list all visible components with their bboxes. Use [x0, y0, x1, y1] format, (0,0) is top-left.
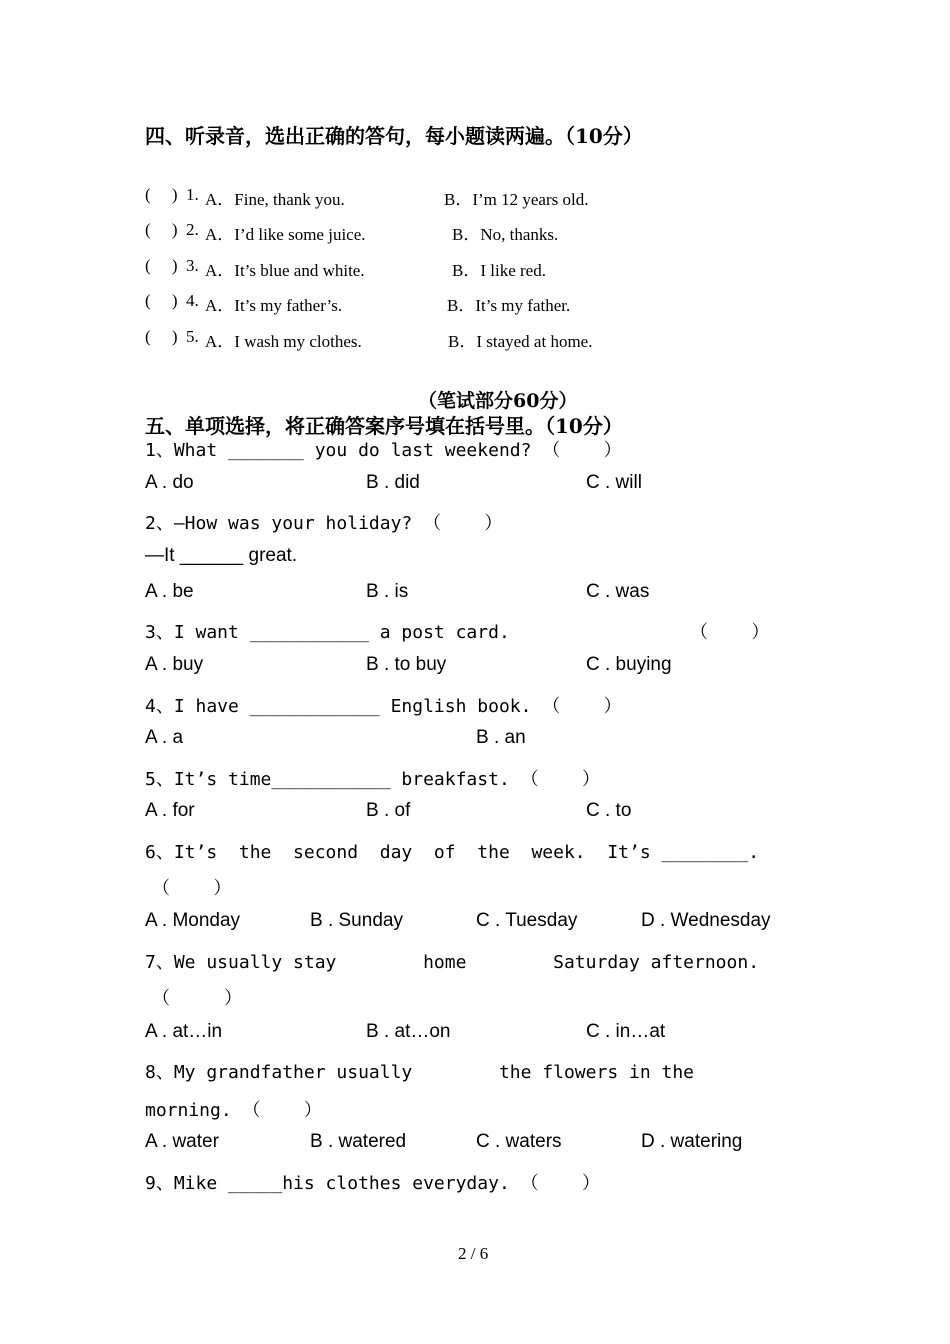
item-number: 2. [186, 220, 199, 239]
q7-option-b[interactable]: B . at…on [366, 1021, 451, 1042]
option-b: B．I’m 12 years old. [444, 190, 589, 209]
question-8-stem: 8、My grandfather usually the flowers in the [145, 1062, 695, 1083]
section4-title: 四、听录音，选出正确的答句，每小题读两遍。（10分） [145, 124, 643, 148]
answer-blank[interactable]: ( ) [145, 256, 178, 275]
page-number: 2 / 6 [458, 1244, 489, 1263]
q6-option-a[interactable]: A . Monday [145, 910, 241, 931]
q4-option-a[interactable]: A . a [145, 727, 184, 748]
q2-option-a[interactable]: A . be [145, 581, 194, 602]
option-b: B．No, thanks. [452, 225, 559, 244]
q3-option-c[interactable]: C . buying [586, 654, 672, 675]
item-number: 1. [186, 185, 199, 204]
answer-blank[interactable]: ( ) [145, 220, 178, 239]
q1-option-c[interactable]: C . will [586, 472, 642, 493]
q8-option-d[interactable]: D . watering [641, 1131, 743, 1152]
q8-option-a[interactable]: A . water [145, 1131, 219, 1152]
question-3-stem: 3、I want ___________ a post card. [145, 622, 510, 643]
q6-option-d[interactable]: D . Wednesday [641, 910, 771, 931]
question-9-stem: 9、Mike _____his clothes everyday. （ ） [145, 1173, 600, 1194]
option-b: B．I stayed at home. [448, 332, 593, 351]
item-number: 5. [186, 327, 199, 346]
q6-option-b[interactable]: B . Sunday [310, 910, 403, 931]
q5-option-b[interactable]: B . of [366, 800, 411, 821]
answer-blank[interactable]: （ ） [690, 622, 770, 643]
option-a: A．I wash my clothes. [205, 332, 362, 351]
answer-blank[interactable]: （ ） [152, 988, 243, 1009]
option-a: A．It’s blue and white. [205, 261, 365, 280]
question-2-reply: —It ______ great. [145, 545, 298, 566]
q6-option-c[interactable]: C . Tuesday [476, 910, 578, 931]
option-b: B．I like red. [452, 261, 546, 280]
q7-option-a[interactable]: A . at…in [145, 1021, 223, 1042]
q2-option-c[interactable]: C . was [586, 581, 650, 602]
q2-option-b[interactable]: B . is [366, 581, 409, 602]
question-1-stem: 1、What _______ you do last weekend? （ ） [145, 440, 622, 461]
option-b: B．It’s my father. [447, 296, 571, 315]
q8-option-c[interactable]: C . waters [476, 1131, 562, 1152]
question-7-stem: 7、We usually stay home Saturday afternoon. [145, 952, 760, 973]
q1-option-b[interactable]: B . did [366, 472, 420, 493]
item-number: 4. [186, 291, 199, 310]
option-a: A．I’d like some juice. [205, 225, 366, 244]
q3-option-b[interactable]: B . to buy [366, 654, 447, 675]
q1-option-a[interactable]: A . do [145, 472, 194, 493]
item-number: 3. [186, 256, 199, 275]
q8-option-b[interactable]: B . watered [310, 1131, 407, 1152]
section5-title: 五、单项选择，将正确答案序号填在括号里。（10分） [145, 414, 623, 438]
q3-option-a[interactable]: A . buy [145, 654, 204, 675]
answer-blank[interactable]: ( ) [145, 327, 178, 346]
answer-blank[interactable]: （ ） [152, 878, 232, 899]
q5-option-c[interactable]: C . to [586, 800, 632, 821]
question-4-stem: 4、I have ____________ English book. （ ） [145, 696, 622, 717]
q7-option-c[interactable]: C . in…at [586, 1021, 666, 1042]
question-6-stem: 6、It’s the second day of the week. It’s ________. [145, 842, 760, 863]
q4-option-b[interactable]: B . an [476, 727, 526, 748]
answer-blank[interactable]: ( ) [145, 291, 178, 310]
written-part-label: （笔试部分60分） [418, 390, 578, 412]
q5-option-a[interactable]: A . for [145, 800, 195, 821]
question-8-stem-cont: morning. （ ） [145, 1100, 322, 1121]
option-a: A．It’s my father’s. [205, 296, 343, 315]
option-a: A．Fine, thank you. [205, 190, 345, 209]
question-5-stem: 5、It’s time___________ breakfast. （ ） [145, 769, 600, 790]
answer-blank[interactable]: ( ) [145, 185, 178, 204]
question-2-stem: 2、—How was your holiday? （ ） [145, 513, 503, 534]
